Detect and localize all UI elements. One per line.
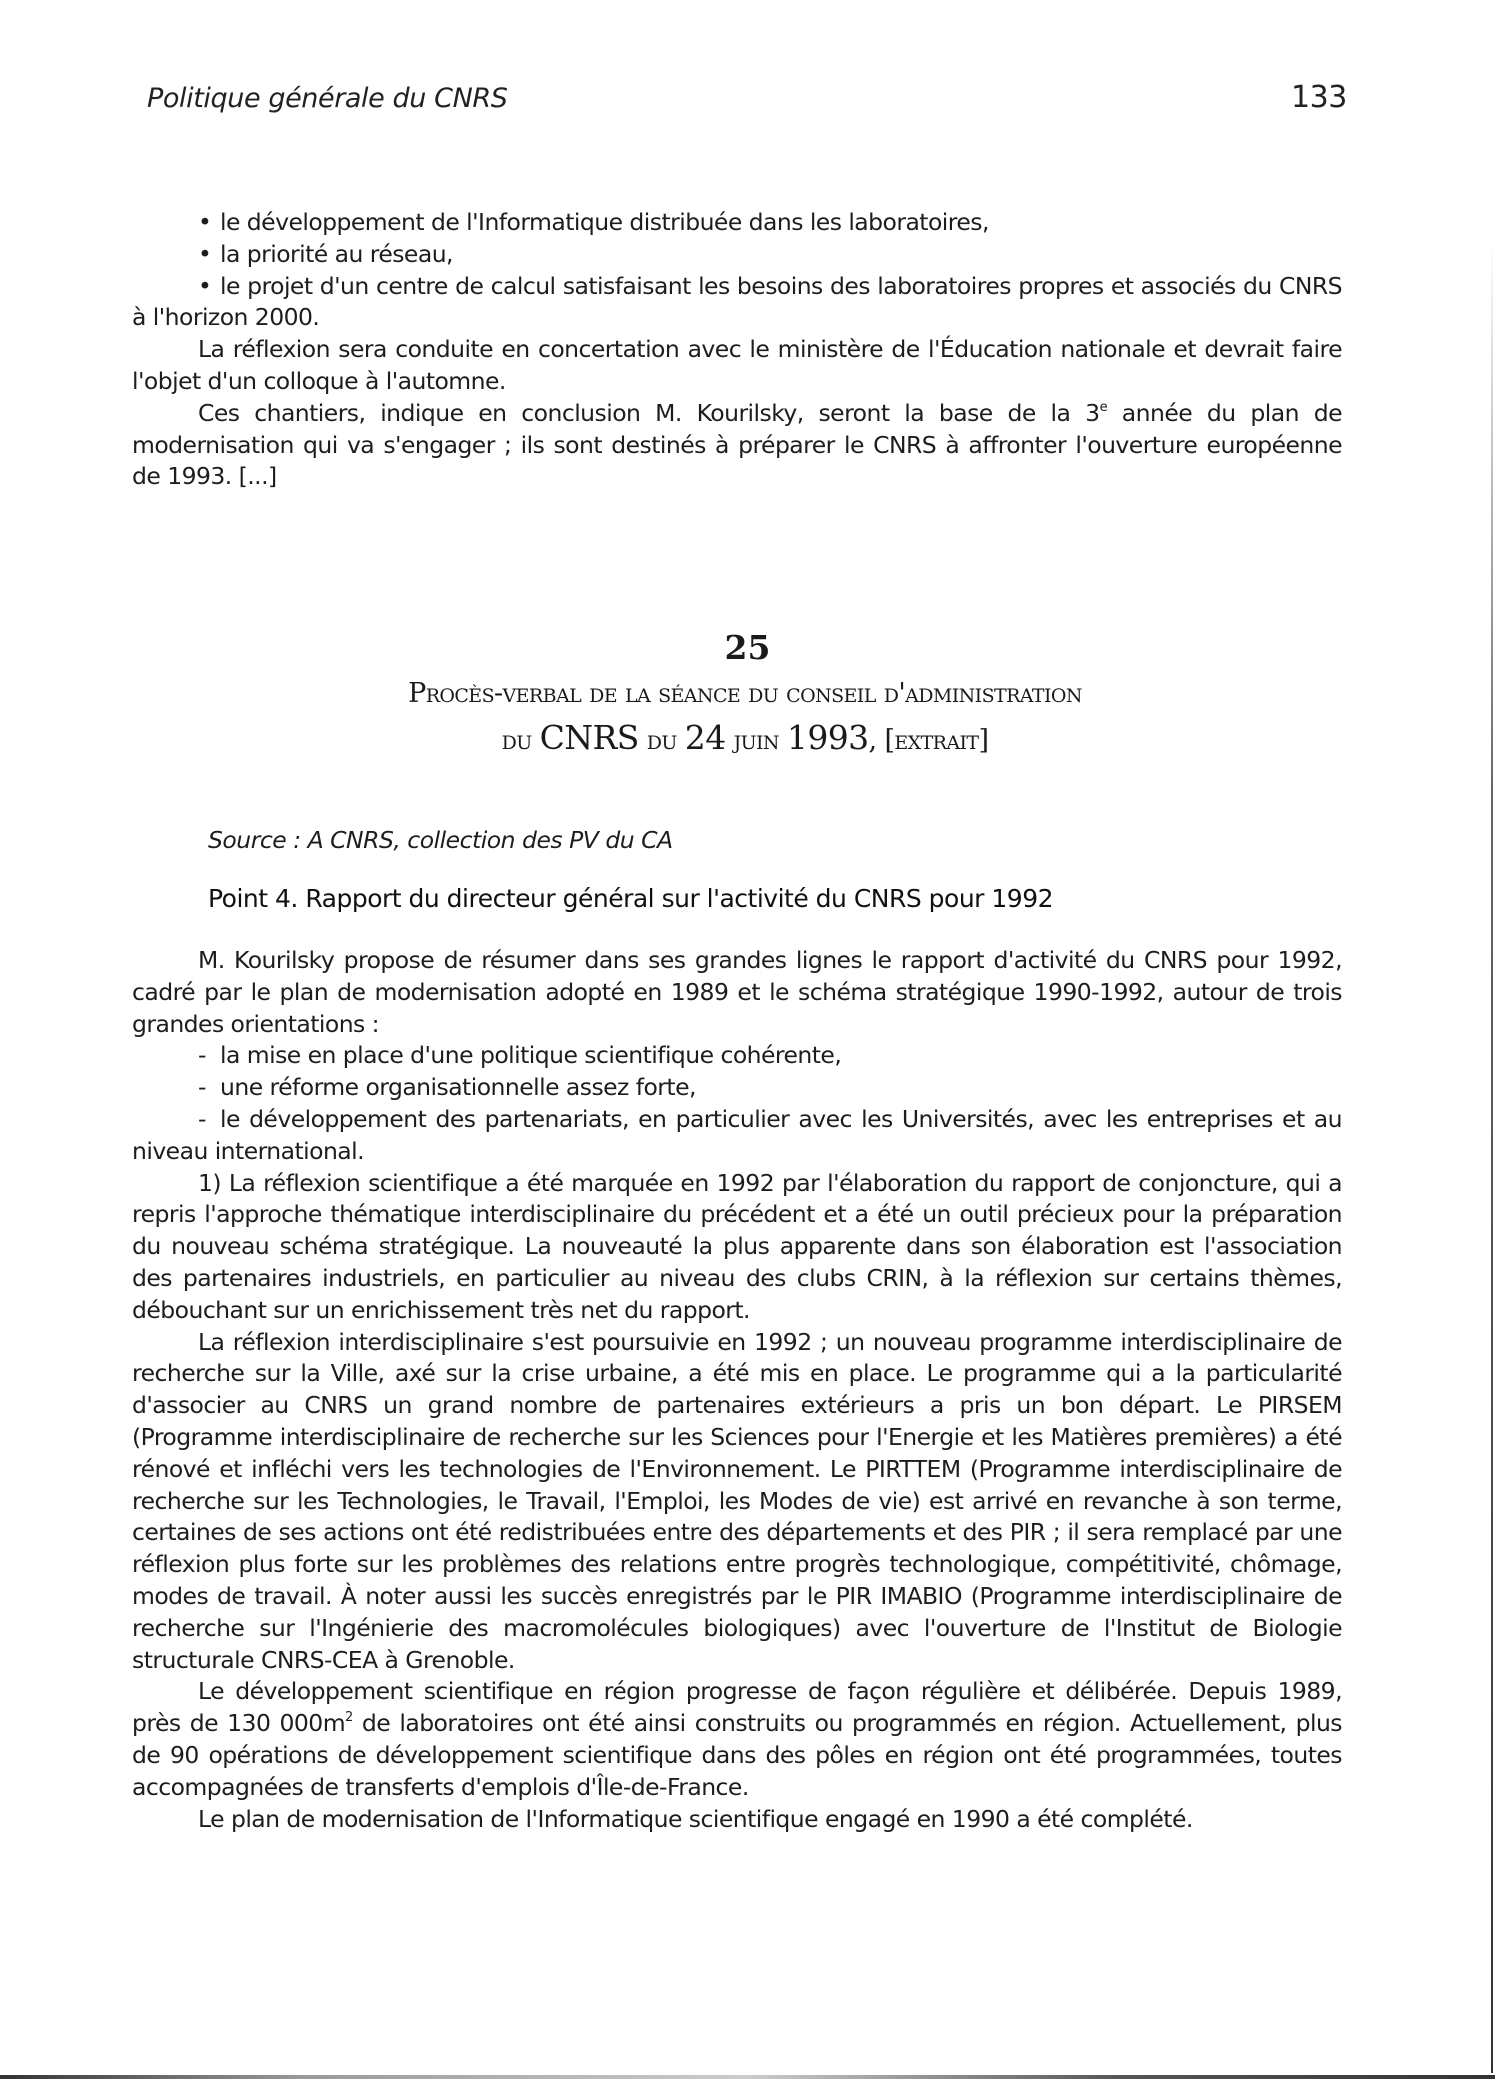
bullet-icon: • (198, 208, 212, 236)
dash-icon: - (198, 1104, 206, 1133)
bullet-item: • le développement de l'Informatique distribuée dans les laboratoires, (132, 207, 1342, 239)
bullet-icon: • (198, 271, 212, 300)
page-edge-bottom (0, 2075, 1495, 2079)
bullet-item: • la priorité au réseau, (132, 239, 1342, 271)
paragraph: Le plan de modernisation de l'Informatique scientifique engagé en 1990 a été complété. (198, 1804, 1193, 1833)
paragraph: La réflexion sera conduite en concertation avec le ministère de l'Éducation nationale et devrait faire l'objet d'un colloque à l'automne. (132, 335, 1342, 395)
paragraph: Le développement scientifique en région progresse de façon régulière et délibérée. Depuis 1989, près de 130 $000m^2$ de laboratoires ont été ainsi construits ou programmés en région. Actuellement, plus de 90 opérations de développement scientifique dans des pôles en région ont été programmées, toutes accompagnées de transferts d'emplois d'Île-de-France. (132, 1677, 1342, 1801)
intro-paragraph: M. Kourilsky propose de résumer dans ses grandes lignes le rapport d'activité du CNRS pour 1992, cadré par le plan de modernisation adopté en 1989 et le schéma stratégique 1990-1992, autour de trois grandes orientations : (132, 946, 1342, 1038)
page-edge-right (1491, 240, 1493, 2073)
paragraph: Ces chantiers, indique en conclusion M. Kourilsky, seront la base de la 3e année du plan de modernisation qui va s'engager ; ils sont destinés à préparer le CNRS à affronter l'ouverture européenne de 1993. [...] (132, 398, 1343, 491)
page-number: 133 (1290, 80, 1347, 115)
paragraph: La réflexion interdisciplinaire s'est poursuivie en 1992 ; un nouveau programme interdisciplinaire de recherche sur la Ville, axé sur la crise urbaine, a été mis en place. Le programme qui a la particularité d'associer au CNRS un grand nombre de partenaires extérieurs a pris un bon départ. Le PIRSEM (Programme interdisciplinaire de recherche sur les Sciences pour l'Energie et les Matières premières) a été rénové et infléchi vers les technologies de l'Environnement. Le PIRTTEM (Programme interdisciplinaire de recherche sur les Technologies, le Travail, l'Emploi, les Modes de vie) est arrivé en revanche à son terme, certaines de ses actions ont été redistribuées entre des départements et des PIR ; il sera remplacé par une réflexion plus forte sur les problèmes des relations entre progrès technologique, compétitivité, chômage, modes de travail. À noter aussi les succès enregistrés par le PIR IMABIO (Programme interdisciplinaire de recherche sur l'Ingénierie des macromolécules biologiques) avec l'ouverture de l'Institut de Biologie structurale CNRS-CEA à Grenoble. (132, 1327, 1342, 1674)
source-note: Source : A CNRS, collection des PV du CA (208, 826, 673, 854)
dash-icon: - (198, 1073, 206, 1102)
point-heading: Point 4. Rapport du directeur général sur l'activité du CNRS pour 1992 (208, 884, 1054, 913)
running-head (147, 80, 1347, 115)
document-title-line1: Procès-verbal de la séance du conseil d'administration (408, 678, 1082, 709)
bullet-icon: • (198, 239, 212, 268)
orientation-item: - une réforme organisationnelle assez forte, (132, 1072, 1342, 1104)
document-number: 25 (724, 628, 771, 667)
dash-icon: - (198, 1041, 206, 1070)
document-title-line2: du CNRS du 24 juin 1993, [extrait] (501, 718, 989, 757)
bullet-item: • le projet d'un centre de calcul satisfaisant les besoins des laboratoires propres et associés du CNRS à l'horizon 2000. (132, 271, 1342, 332)
orientation-item: - le développement des partenariats, en particulier avec les Universités, avec les entreprises et au niveau international. (132, 1104, 1342, 1165)
main-section (132, 945, 1342, 1835)
top-section (132, 207, 1342, 493)
running-head-title: Politique générale du CNRS (147, 83, 508, 114)
document-title (150, 672, 1340, 763)
orientation-item: - la mise en place d'une politique scientifique cohérente, (132, 1040, 1342, 1072)
paragraph: 1) La réflexion scientifique a été marquée en 1992 par l'élaboration du rapport de conjoncture, qui a repris l'approche thématique interdisciplinaire du précédent et a été un outil précieux pour la préparation du nouveau schéma stratégique. La nouveauté la plus apparente dans son élaboration est l'association des partenaires industriels, en particulier au niveau des clubs CRIN, à la réflexion sur certains thèmes, débouchant sur un enrichissement très net du rapport. (132, 1168, 1342, 1324)
